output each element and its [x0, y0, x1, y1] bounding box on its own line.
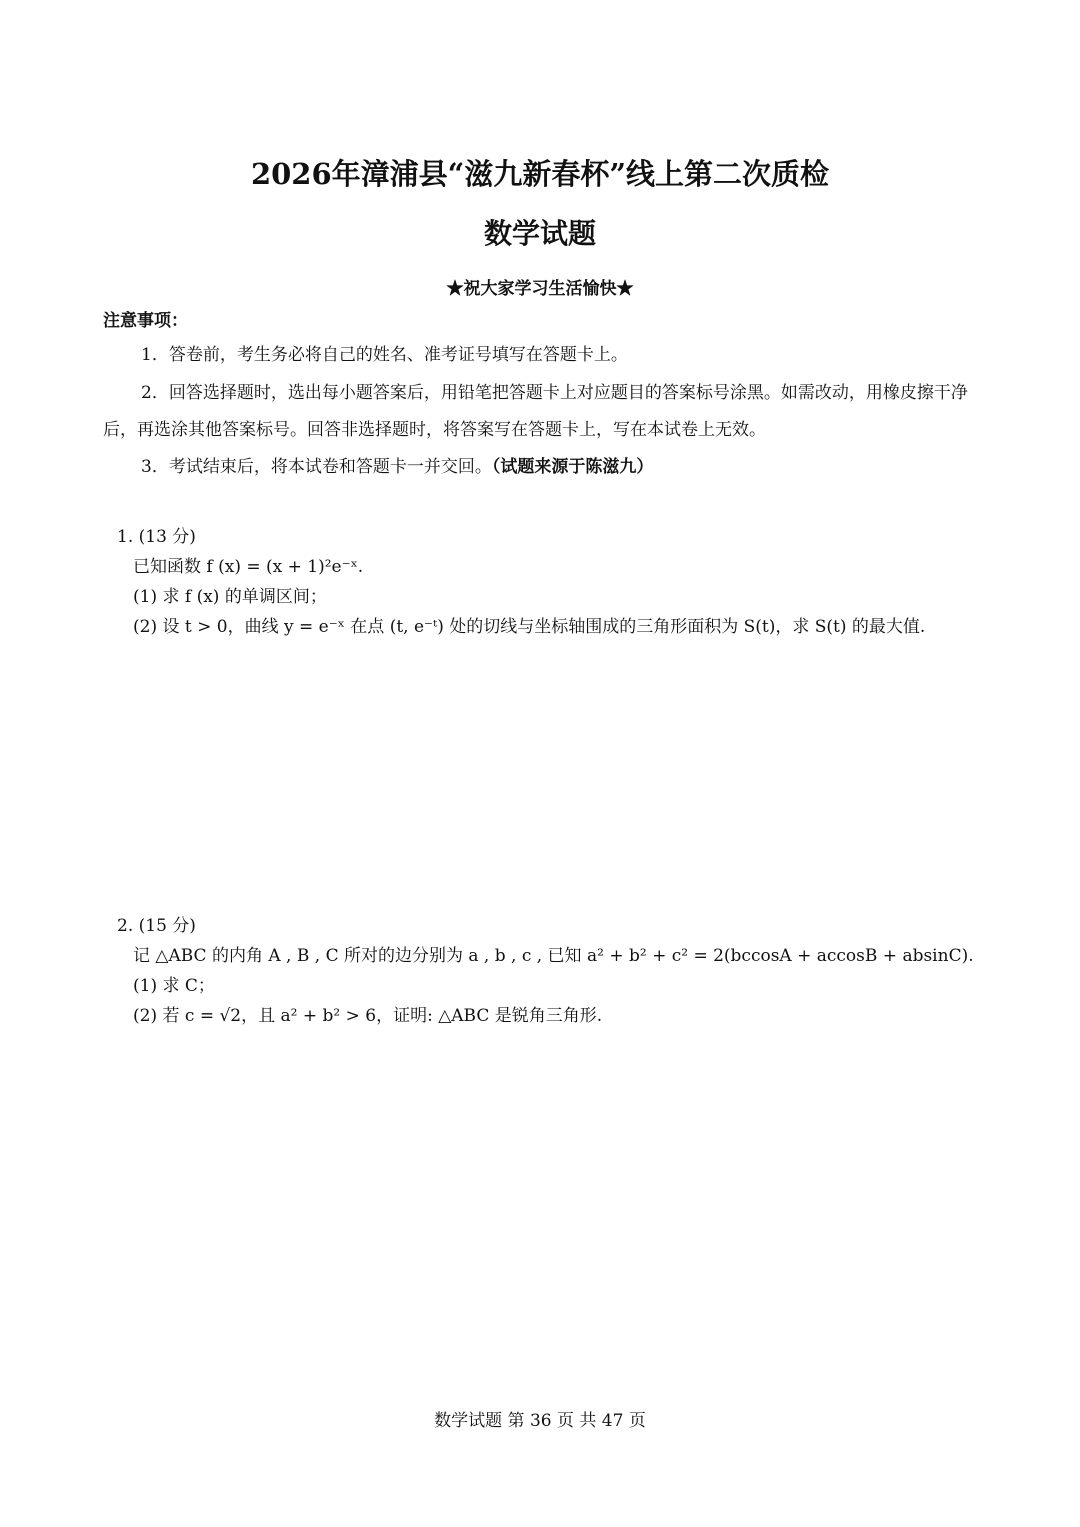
notice-item-3: [103, 449, 973, 486]
question-part-1: (1) 求 f (x) 的单调区间；: [133, 587, 327, 607]
notice-item-2: 2．回答选择题时，选出每小题答案后，用铅笔把答题卡上对应题目的答案标号涂黑。如需改动，用橡皮擦干净后，再选涂其他答案标号。回答非选择题时，将答案写在答题卡上，写在本试卷上无效。: [103, 383, 968, 440]
source-note: （试题来源于陈滋九）: [491, 457, 654, 477]
notice-heading: 注意事项：: [103, 311, 188, 331]
question-header: 1. (13 分): [117, 527, 196, 547]
notice-item-3-text: 3．考试结束后，将本试卷和答题卡一并交回。: [141, 457, 492, 477]
question-stem: 已知函数 f (x) = (x + 1)²e⁻ˣ.: [133, 557, 364, 577]
motto: ★祝大家学习生活愉快★: [446, 279, 634, 299]
question-1: [117, 522, 977, 642]
question-part-1: (1) 求 C；: [133, 976, 215, 996]
question-2: [117, 911, 977, 1031]
question-header: 2. (15 分): [117, 916, 196, 936]
question-part-2: (2) 若 c = √2，且 a² + b² > 6，证明: △ABC 是锐角三角形.: [133, 1006, 603, 1026]
page-footer: 数学试题 第 36 页 共 47 页: [434, 1411, 646, 1431]
notice-item-1: 1．答卷前，考生务必将自己的姓名、准考证号填写在答题卡上。: [141, 345, 628, 365]
question-part-2: (2) 设 t > 0，曲线 y = e⁻ˣ 在点 (t, e⁻ᵗ) 处的切线与坐标轴围成的三角形面积为 S(t)，求 S(t) 的最大值.: [133, 617, 926, 637]
question-stem: 记 △ABC 的内角 A , B , C 所对的边分别为 a , b , c , 已知 a² + b² + c² = 2(bccosA + accosB + absinC).: [133, 946, 974, 966]
subject-title: 数学试题: [483, 217, 596, 250]
exam-title: 2026年漳浦县“滋九新春杯”线上第二次质检: [250, 157, 830, 191]
